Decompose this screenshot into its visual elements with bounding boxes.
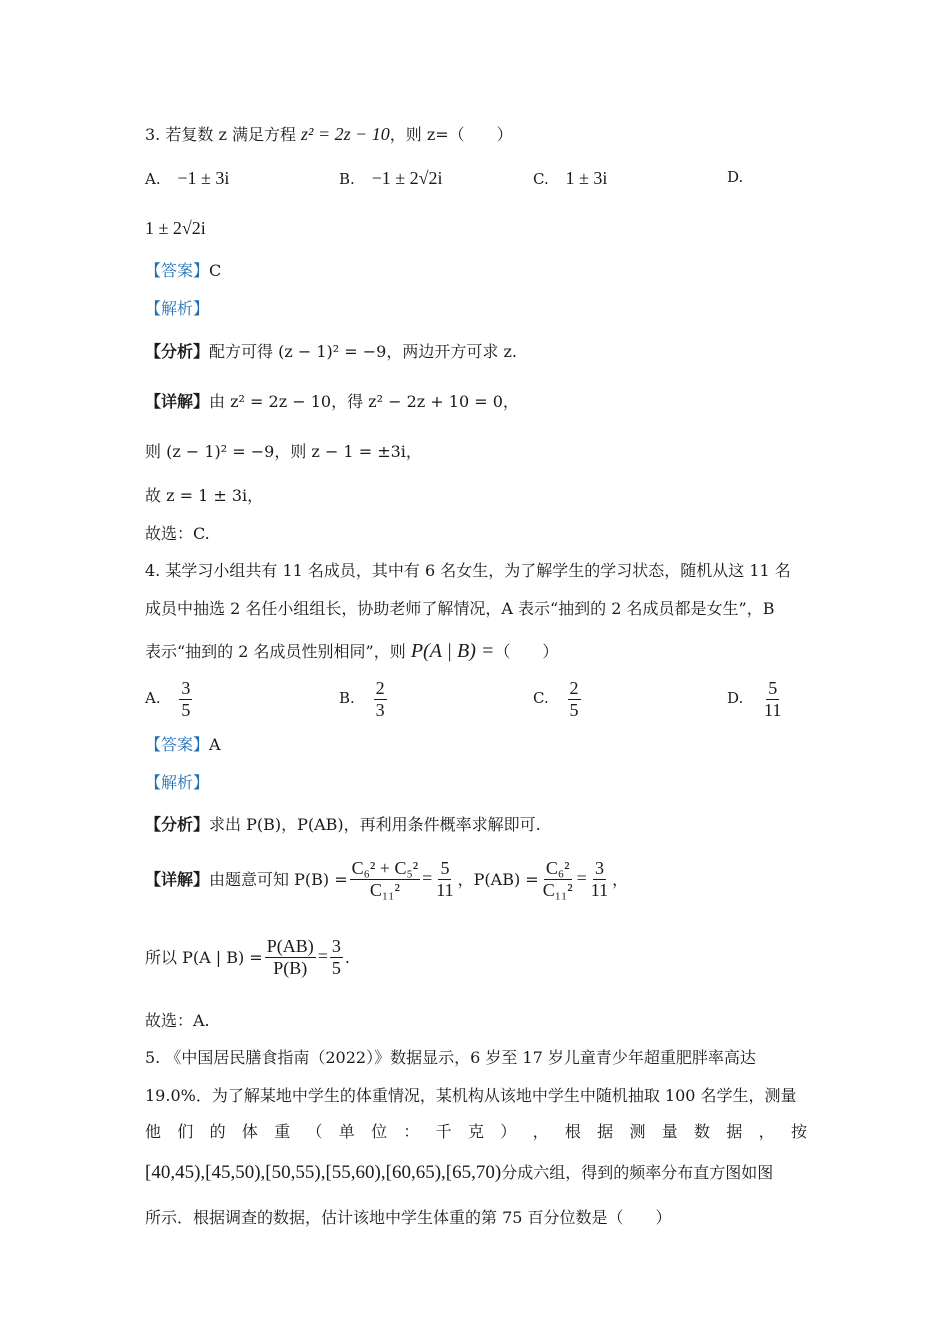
q3-equation: z² = 2z − 10: [301, 124, 390, 144]
q3-xiangjie: [145, 392, 519, 411]
q3-stem: [145, 124, 513, 146]
q4-jiexi-tag: 【解析】: [145, 773, 210, 792]
q3-jiexi-tag: 【解析】: [145, 299, 210, 318]
q4-option-b: B. $\frac{2}{3}$: [339, 678, 385, 720]
q3-option-c-expr: 1 ± 3i: [565, 168, 608, 188]
answer-value: C: [209, 261, 222, 280]
q4-xiangjie: 【详解】 由题意可知 P(B) = $\frac{\text{C₆² + C₅²}}{\text{C₁₁²}}$ = $\frac{5}{11}$ ，P(AB) = $\frac{\text{C₆²}}{\text{C₁₁²}}$ = $\frac{3}{11}$ ，: [145, 858, 629, 900]
so-label: 所以 P(A | B) =: [145, 947, 263, 967]
q5-line4: [40,45),[45,50),[50,55),[55,60),[60,65),[65,70)分成六组，得到的频率分布直方图如图: [145, 1162, 774, 1183]
pab-value: $\frac{3}{11}$: [590, 858, 609, 900]
answer-tag: 【答案】: [145, 735, 210, 754]
q3-option-d: D.: [727, 168, 744, 186]
q5-line2: 19.0%．为了解某地中学生的体重情况，某机构从该地中学生中随机抽取 100 名学生，测量: [145, 1086, 797, 1105]
xiangjie-tag: 【详解】: [145, 392, 210, 411]
q3-answer: [145, 261, 221, 280]
q3-stem-prefix: 3. 若复数 z 满足方程: [145, 125, 302, 144]
q3-option-b: B. −1 ± 2√2i: [339, 168, 443, 188]
xiangjie-line1: 由 z² = 2z − 10，得 z² − 2z + 10 = 0，: [209, 392, 519, 411]
q3-option-d-expr: 1 ± 2√2i: [145, 218, 206, 238]
q4-stem-line3: 表示“抽到的 2 名成员性别相同”，则 P(A | B) =（ ）: [145, 640, 559, 662]
q4-stem-line1: 4. 某学习小组共有 11 名成员，其中有 6 名女生，为了解学生的学习状态，随机从这 11 名: [145, 561, 791, 580]
xiangjie-tag: 【详解】: [145, 869, 210, 889]
q3-fenxi: [145, 342, 517, 361]
q5-line5: 所示．根据调查的数据，估计该地中学生体重的第 75 百分位数是（ ）: [145, 1208, 672, 1227]
q3-stem-suffix: ，则 z=（ ）: [389, 125, 513, 144]
pab-label: ，P(AB) =: [457, 869, 539, 889]
q3-option-a: A. −1 ± 3i: [145, 168, 230, 188]
q4-stem-line2: 成员中抽选 2 名任小组组长，协助老师了解情况，A 表示“抽到的 2 名成员都是女生”，B: [145, 599, 775, 618]
answer-value: A: [209, 735, 221, 754]
q4-choose: 故选：A.: [145, 1011, 210, 1030]
q4-conclusion: 所以 P(A | B) = $\frac{P(AB)}{P(B)}$ = $\frac{3}{5}$ .: [145, 936, 350, 978]
q5-line3: 他 们 的 体 重 （ 单 位 ： 千 克 ） ， 根 据 测 量 数 据 ， 按: [145, 1122, 807, 1141]
q4-option-a: A. $\frac{3}{5}$: [145, 678, 191, 720]
q5-line1: 5. 《中国居民膳食指南（2022）》数据显示，6 岁至 17 岁儿童青少年超重肥胖率高达: [145, 1048, 756, 1067]
q3-choose: 故选：C.: [145, 524, 210, 543]
q3-solution-line2: 则 (z − 1)² = −9，则 z − 1 = ±3i，: [145, 442, 422, 461]
pb-fraction: $\frac{\text{C₆² + C₅²}}{\text{C₁₁²}}$: [351, 858, 419, 900]
fenxi-text: 求出 P(B)，P(AB)，再利用条件概率求解即可.: [209, 815, 541, 834]
fenxi-text: 配方可得 (z − 1)² = −9，两边开方可求 z.: [209, 342, 517, 361]
so-fraction: $\frac{P(AB)}{P(B)}$: [266, 936, 314, 978]
so-value: $\frac{3}{5}$: [331, 936, 341, 978]
q4-answer: [145, 735, 221, 754]
q4-option-d: D. $\frac{5}{11}$: [727, 678, 782, 720]
q3-solution-line3: 故 z = 1 ± 3i，: [145, 486, 264, 505]
q3-option-a-expr: −1 ± 3i: [177, 168, 230, 188]
answer-tag: 【答案】: [145, 261, 210, 280]
q4-conditional-expr: P(A | B) =: [410, 640, 495, 662]
q3-option-c: C. 1 ± 3i: [533, 168, 608, 188]
q4-fenxi: [145, 815, 541, 834]
q3-option-b-expr: −1 ± 2√2i: [371, 168, 443, 188]
pb-label: 由题意可知 P(B) =: [209, 869, 348, 889]
fenxi-tag: 【分析】: [145, 815, 210, 834]
fenxi-tag: 【分析】: [145, 342, 210, 361]
pab-fraction: $\frac{\text{C₆²}}{\text{C₁₁²}}$: [542, 858, 573, 900]
q4-option-c: C. $\frac{2}{5}$: [533, 678, 579, 720]
pb-value: $\frac{5}{11}$: [436, 858, 454, 900]
q5-intervals: [40,45),[45,50),[50,55),[55,60),[60,65),[65,70): [145, 1162, 502, 1183]
